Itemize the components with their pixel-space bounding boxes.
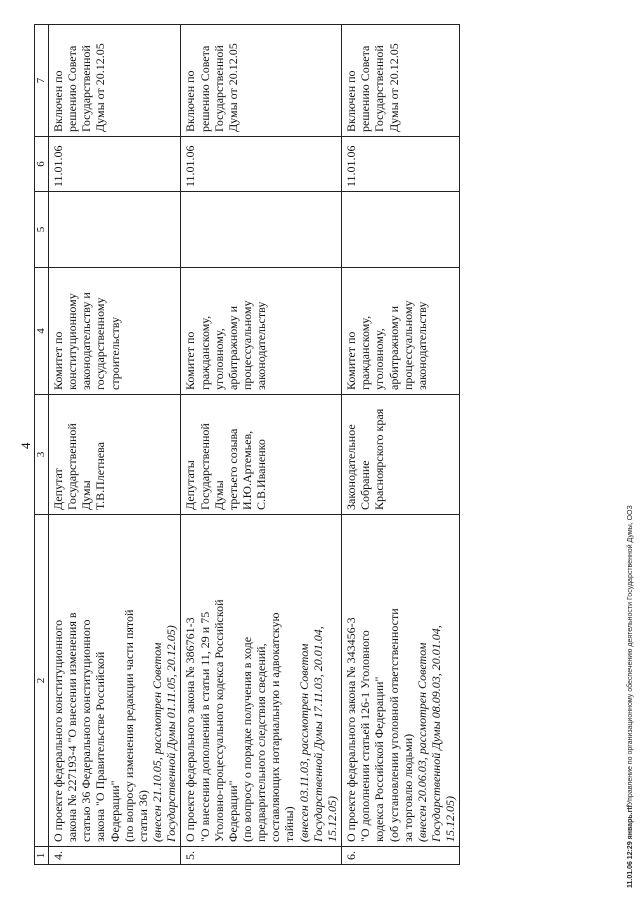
text-line: Собрание — [358, 460, 373, 510]
column-header: 5 — [35, 192, 49, 268]
text-line: Законодательное — [344, 424, 359, 510]
footer-stamp: 11.01.06 12:29 январь.rtf — [627, 805, 634, 888]
text-line: Государственной Думы 17.11.03, 20.01.04, — [310, 626, 325, 842]
initiator — [48, 395, 180, 515]
text-line: Государственной — [211, 45, 226, 132]
text-line: Федерации" — [225, 780, 240, 842]
column-header: 1 — [35, 847, 49, 865]
text-line: Депутаты — [183, 460, 198, 510]
empty-cell — [342, 192, 460, 268]
text-line: Думы от 20.12.05 — [93, 43, 108, 132]
text-line: Государственной — [65, 423, 80, 510]
text-line: за торговлю людьми) — [400, 733, 415, 842]
text-line: строительству — [107, 317, 122, 390]
table-row — [181, 25, 342, 865]
text-line: Комитет по — [183, 331, 198, 390]
text-line: Федерации" — [107, 780, 122, 842]
text-line: Государственной — [197, 423, 212, 510]
row-number: 5. — [181, 847, 342, 865]
text-line: Включен по — [183, 70, 198, 132]
text-line: уголовному, — [372, 328, 387, 390]
text-line: законодательству — [254, 301, 269, 390]
text-line: предварительного следствия сведений, — [254, 643, 269, 842]
column-header: 7 — [35, 25, 49, 137]
text-line: О проекте федерального закона № 386761-3 — [183, 617, 198, 842]
text-line: (об установлении уголовной ответственности — [386, 608, 401, 842]
text-line: тайны) — [282, 806, 297, 842]
committee — [342, 268, 460, 395]
column-header: 3 — [35, 395, 49, 515]
text-line: арбитражному и — [225, 305, 240, 390]
text-line: Думы от 20.12.05 — [225, 43, 240, 132]
text-line: Комитет по — [50, 331, 65, 390]
decision — [48, 25, 180, 137]
date: 11.01.06 — [48, 137, 180, 192]
text-line: 15.12.05) — [443, 796, 458, 842]
text-line: государственному — [93, 297, 108, 390]
column-header: 2 — [35, 515, 49, 847]
empty-cell — [48, 192, 180, 268]
text-line: гражданскому, — [197, 315, 212, 390]
initiator — [342, 395, 460, 515]
text-line: кодекса Российской Федерации" — [372, 676, 387, 842]
text-line: конституционному — [65, 293, 80, 390]
text-line: решению Совета — [197, 45, 212, 132]
text-line: Депутат — [50, 468, 65, 510]
text-line: Т.В.Плетнева — [93, 442, 108, 510]
page-number: 4 — [18, 442, 33, 449]
text-line: Думы — [211, 480, 226, 510]
text-line: Уголовно-процессуального кодекса Российской — [211, 599, 226, 842]
text-line: Государственной — [372, 45, 387, 132]
text-line: (внесен 03.11.03, рассмотрен Советом — [296, 643, 311, 842]
text-line: Комитет по — [344, 331, 359, 390]
text-line: уголовному, — [211, 328, 226, 390]
text-line: третьего созыва — [225, 428, 240, 510]
text-line: гражданскому, — [358, 315, 373, 390]
text-line: Включен по — [344, 70, 359, 132]
text-line: статью 36 Федерального конституционного — [79, 619, 94, 842]
committee — [48, 268, 180, 395]
text-line: "О внесении дополнений в статьи 11, 29 и 75 — [197, 611, 212, 842]
bill-description — [48, 515, 180, 847]
text-line: составляющих нотариальную и адвокатскую — [268, 612, 283, 842]
text-line: статьи 36) — [135, 790, 150, 842]
text-line: Государственной Думы 08.09.03, 20.01.04, — [429, 625, 444, 842]
agenda-table — [34, 24, 460, 865]
text-line: Государственной Думы 01.11.05, 20.12.05) — [164, 625, 179, 842]
row-number: 4. — [48, 847, 180, 865]
text-line: решению Совета — [65, 45, 80, 132]
table-row — [48, 25, 180, 865]
date: 11.01.06 — [342, 137, 460, 192]
text-line: Красноярского края — [372, 408, 387, 510]
text-line: 15.12.05) — [324, 796, 339, 842]
empty-cell — [181, 192, 342, 268]
text-line: (по вопросу изменения редакции части пятой — [121, 609, 136, 842]
text-line: О проекте федерального конституционного — [50, 619, 65, 842]
text-line: "О дополнении статьей 126-1 Уголовного — [358, 630, 373, 842]
text-line: (внесен 21.10.05, рассмотрен Советом — [150, 642, 165, 842]
footer — [627, 505, 634, 888]
text-line: С.В.Иваненко — [254, 439, 269, 510]
date: 11.01.06 — [181, 137, 342, 192]
committee — [181, 268, 342, 395]
decision — [181, 25, 342, 137]
text-line: процессуальному — [240, 300, 254, 390]
text-line: решению Совета — [358, 45, 373, 132]
text-line: (по вопросу о порядке получения в ходе — [240, 636, 254, 842]
text-line: (внесен 20.06.03, рассмотрен Советом — [414, 642, 429, 842]
text-line: закона "О Правительстве Российской — [93, 651, 108, 842]
header-row — [35, 25, 49, 865]
footer-text: Управление по организационному обеспечению деятельности Государственной Думы, ООЗ — [627, 505, 634, 806]
row-number: 6. — [342, 847, 460, 865]
decision — [342, 25, 460, 137]
table-row — [342, 25, 460, 865]
initiator — [181, 395, 342, 515]
text-line: И.Ю.Артемьев, — [240, 430, 254, 510]
text-line: Думы от 20.12.05 — [386, 43, 401, 132]
text-line: Государственной — [79, 45, 94, 132]
text-line: Включен по — [50, 70, 65, 132]
text-line: Думы — [79, 480, 94, 510]
text-line: О проекте федерального закона № 343456-3 — [344, 617, 359, 842]
text-line: процессуальному — [400, 300, 415, 390]
text-line: арбитражному и — [386, 305, 401, 390]
column-header: 4 — [35, 268, 49, 395]
text-line: законодательству и — [79, 292, 94, 390]
column-header: 6 — [35, 137, 49, 192]
text-line: законодательству — [414, 301, 429, 390]
bill-description — [342, 515, 460, 847]
text-line: закона № 227193-4 "О внесении изменения в — [65, 612, 80, 842]
bill-description — [181, 515, 342, 847]
